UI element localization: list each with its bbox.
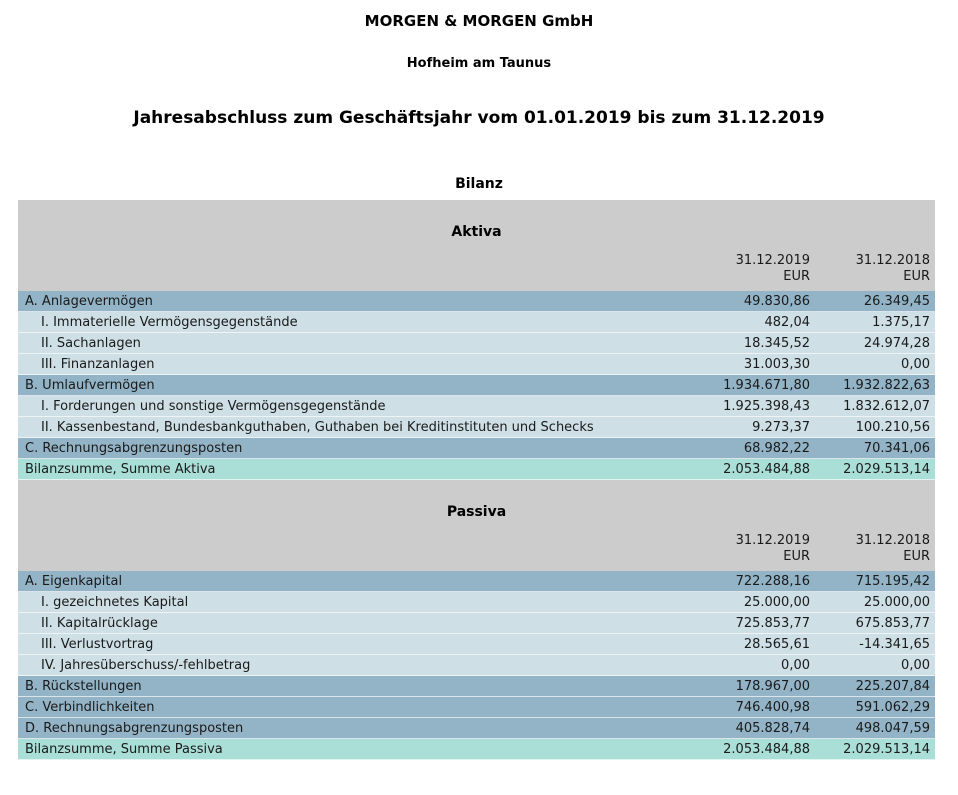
row-value-2018: 70.341,06 bbox=[863, 440, 930, 456]
row-value-2019: 1.934.671,80 bbox=[723, 377, 810, 393]
row-label: A. Anlagevermögen bbox=[25, 293, 153, 309]
row-value-2019: 178.967,00 bbox=[735, 678, 810, 694]
table-row bbox=[18, 571, 935, 592]
section-header bbox=[18, 480, 935, 571]
row-value-2019: 18.345,52 bbox=[743, 335, 810, 351]
report-heading: Jahresabschluss zum Geschäftsjahr vom 01.01.2019 bis zum 31.12.2019 bbox=[133, 108, 825, 128]
row-value-2018: 715.195,42 bbox=[855, 573, 930, 589]
row-value-2018: 591.062,29 bbox=[855, 699, 930, 715]
row-label: II. Kapitalrücklage bbox=[41, 615, 158, 631]
row-value-2019: 0,00 bbox=[781, 657, 810, 673]
section-rows bbox=[18, 291, 935, 480]
row-value-2019: 28.565,61 bbox=[743, 636, 810, 652]
row-value-2019: 746.400,98 bbox=[735, 699, 810, 715]
row-label: Bilanzsumme, Summe Passiva bbox=[25, 741, 223, 757]
row-value-2019: 482,04 bbox=[764, 314, 810, 330]
table-row bbox=[18, 396, 935, 417]
row-value-2019: 31.003,30 bbox=[743, 356, 810, 372]
table-title: Bilanz bbox=[455, 176, 503, 192]
row-label: I. Immaterielle Vermögensgegenstände bbox=[41, 314, 298, 330]
row-value-2018: 0,00 bbox=[901, 356, 930, 372]
table-row bbox=[18, 333, 935, 354]
column-date: 31.12.2018 bbox=[855, 533, 930, 548]
table-row bbox=[18, 676, 935, 697]
row-value-2019: 725.853,77 bbox=[735, 615, 810, 631]
row-value-2018: -14.341,65 bbox=[859, 636, 930, 652]
row-value-2019: 68.982,22 bbox=[743, 440, 810, 456]
column-unit: EUR bbox=[783, 269, 810, 284]
table-row bbox=[18, 438, 935, 459]
row-value-2018: 26.349,45 bbox=[863, 293, 930, 309]
row-label: IV. Jahresüberschuss/-fehlbetrag bbox=[41, 657, 251, 673]
row-label: B. Umlaufvermögen bbox=[25, 377, 155, 393]
row-label: III. Verlustvortrag bbox=[41, 636, 154, 652]
row-value-2019: 1.925.398,43 bbox=[723, 398, 810, 414]
row-label: D. Rechnungsabgrenzungsposten bbox=[25, 720, 244, 736]
row-value-2019: 722.288,16 bbox=[735, 573, 810, 589]
row-label: I. gezeichnetes Kapital bbox=[41, 594, 189, 610]
column-header-2018 bbox=[810, 533, 930, 565]
row-label: II. Sachanlagen bbox=[41, 335, 141, 351]
column-header-2019 bbox=[690, 533, 810, 565]
row-label: B. Rückstellungen bbox=[25, 678, 142, 694]
column-headers bbox=[18, 253, 935, 285]
table-row bbox=[18, 613, 935, 634]
row-value-2018: 225.207,84 bbox=[855, 678, 930, 694]
row-value-2018: 1.832.612,07 bbox=[843, 398, 930, 414]
row-label: I. Forderungen und sonstige Vermögensgegenstände bbox=[41, 398, 386, 414]
column-unit: EUR bbox=[903, 549, 930, 564]
column-unit: EUR bbox=[783, 549, 810, 564]
row-label: A. Eigenkapital bbox=[25, 573, 123, 589]
row-value-2018: 0,00 bbox=[901, 657, 930, 673]
section-title: Aktiva bbox=[451, 224, 502, 240]
column-header-2019 bbox=[690, 253, 810, 285]
row-label: II. Kassenbestand, Bundesbankguthaben, Guthaben bei Kreditinstituten und Schecks bbox=[41, 419, 594, 435]
row-value-2019: 49.830,86 bbox=[743, 293, 810, 309]
row-label: III. Finanzanlagen bbox=[41, 356, 155, 372]
column-unit: EUR bbox=[903, 269, 930, 284]
row-value-2019: 2.053.484,88 bbox=[723, 741, 810, 757]
row-value-2019: 2.053.484,88 bbox=[723, 461, 810, 477]
row-value-2018: 2.029.513,14 bbox=[843, 741, 930, 757]
table-row bbox=[18, 655, 935, 676]
column-date: 31.12.2019 bbox=[735, 253, 810, 268]
row-value-2018: 2.029.513,14 bbox=[843, 461, 930, 477]
row-value-2018: 1.932.822,63 bbox=[843, 377, 930, 393]
row-value-2018: 24.974,28 bbox=[863, 335, 930, 351]
company-location: Hofheim am Taunus bbox=[406, 56, 552, 71]
row-value-2018: 1.375,17 bbox=[872, 314, 930, 330]
row-value-2019: 25.000,00 bbox=[743, 594, 810, 610]
section-header bbox=[18, 200, 935, 291]
table-row bbox=[18, 375, 935, 396]
row-value-2018: 675.853,77 bbox=[855, 615, 930, 631]
table-row bbox=[18, 739, 935, 760]
row-value-2019: 9.273,37 bbox=[752, 419, 810, 435]
column-headers bbox=[18, 533, 935, 565]
column-date: 31.12.2018 bbox=[855, 253, 930, 268]
row-value-2018: 498.047,59 bbox=[855, 720, 930, 736]
table-row bbox=[18, 697, 935, 718]
table-row bbox=[18, 459, 935, 480]
table-row bbox=[18, 634, 935, 655]
row-label: Bilanzsumme, Summe Aktiva bbox=[25, 461, 216, 477]
table-row bbox=[18, 592, 935, 613]
row-label: C. Rechnungsabgrenzungsposten bbox=[25, 440, 243, 456]
section-rows bbox=[18, 571, 935, 760]
table-row bbox=[18, 312, 935, 333]
table-row bbox=[18, 718, 935, 739]
row-label: C. Verbindlichkeiten bbox=[25, 699, 155, 715]
table-row bbox=[18, 354, 935, 375]
column-header-2018 bbox=[810, 253, 930, 285]
section-title: Passiva bbox=[446, 504, 507, 520]
section-passiva bbox=[18, 480, 935, 760]
table-row bbox=[18, 417, 935, 438]
column-date: 31.12.2019 bbox=[735, 533, 810, 548]
row-value-2019: 405.828,74 bbox=[735, 720, 810, 736]
row-value-2018: 100.210,56 bbox=[855, 419, 930, 435]
company-name: MORGEN & MORGEN GmbH bbox=[364, 12, 594, 30]
balance-table bbox=[18, 200, 935, 760]
section-aktiva bbox=[18, 200, 935, 480]
table-row bbox=[18, 291, 935, 312]
row-value-2018: 25.000,00 bbox=[863, 594, 930, 610]
